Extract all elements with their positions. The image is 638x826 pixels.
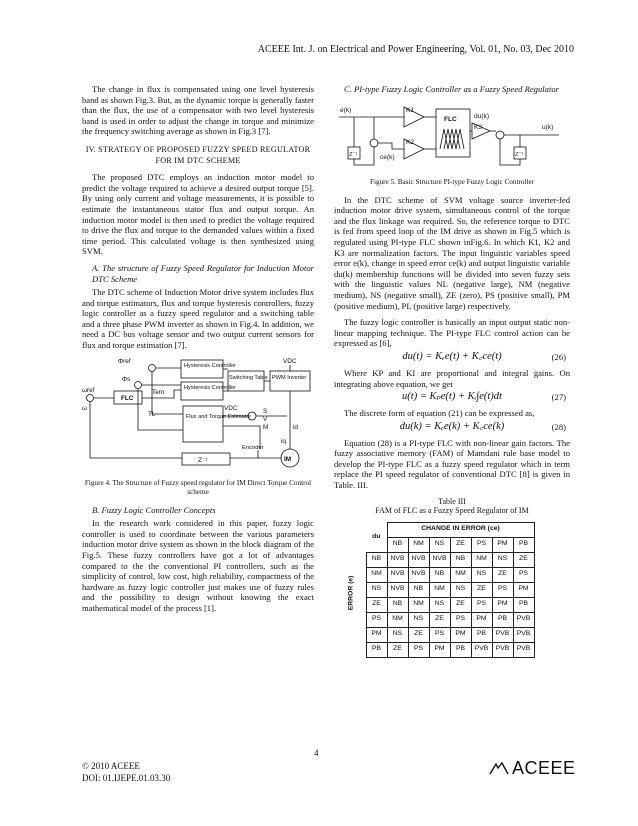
table-cell: PM [429, 642, 450, 657]
subsection-heading: B. Fuzzy Logic Controller Concepts [92, 504, 216, 515]
flc-block-label: FLC [121, 394, 134, 402]
table-row-header: ZE [366, 597, 387, 612]
figure-5-diagram [334, 99, 570, 175]
paragraph: The fuzzy logic controller is basically an input output static non-linear mapping technique. The PI-type FLC control action can be expressed as [6], [334, 317, 570, 349]
table-cell: PS [492, 582, 513, 597]
figure-5-caption: Figure 5. Basic Structure PI-type Fuzzy Logic Controller [369, 177, 535, 186]
z-inverse-1-label: Z⁻¹ [349, 151, 358, 158]
id-label: id [293, 423, 298, 431]
table-cell: ZE [450, 597, 471, 612]
duk-label: du(k) [474, 112, 490, 120]
doi: DOI: 01.IJEPE.01.03.30 [82, 773, 171, 783]
table-cell: PM [492, 597, 513, 612]
flux-torque-estimator-label: Flux and Torque Estimator [186, 413, 252, 420]
table-cell: NS [450, 582, 471, 597]
table-cell: ZE [387, 642, 408, 657]
table-du-label: du [372, 532, 381, 540]
equation-27-number: (27) [551, 392, 566, 403]
paragraph: Equation (28) is a PI-type FLC with non-linear gain factors. The fuzzy associative memory (FAM) of Mamdani rule base model to develop the PI-type FLC as a fuzzy speed regulator which in term replace the PI speed regulator of conventional DTC [8] is given in Table. III. [334, 437, 570, 491]
table-row [346, 552, 534, 567]
copyright: © 2010 ACEEE [82, 761, 140, 771]
table-col-header: ZE [450, 537, 471, 552]
table-cell: NVB [387, 567, 408, 582]
hysteresis-controller-2: Hysteresis Controller [184, 384, 236, 391]
paragraph: The change in flux is compensated using one level hysteresis band as shown Fig.3. But, as the dynamic torque is generally faster than the flux, the use of a compensator with two level hysteresis band is used in order to adjust the change in torque and minimize the frequency switching average as shown in Fig.3 [7]. [82, 84, 314, 137]
table-cell: NB [450, 552, 471, 567]
table-cell: ZE [429, 612, 450, 627]
figure-4-diagram [82, 354, 314, 476]
k1-label: K1 [406, 106, 415, 114]
table-col-header: PS [471, 537, 492, 552]
table-cell: ZE [471, 582, 492, 597]
k3-label: K3 [474, 123, 483, 131]
im-motor-label: IM [284, 455, 292, 463]
table-cell: PVB [492, 642, 513, 657]
switching-table-label: Switching Table [229, 374, 268, 381]
table-cell: NB [429, 567, 450, 582]
equation-28-body: du(k) = Kₑe(k) + K꜀ce(k) [399, 420, 505, 432]
table-cell: PVB [513, 642, 534, 657]
paragraph: In the research work considered in this paper, fuzzy logic controller is used to coordinate between the various parameters induction motor drive system as shown in the block diagram of the Fig.5. These fuzzy controllers have got a lot of advantages compared to the the conventional PI controllers, such as the simplicity of control, low cost, high reliability, compactness of the hardware as fuzzy logic controller just makes use of fuzzy rules and the possibility to design without knowing the exact mathematical model of the process [1]. [82, 518, 314, 613]
table-row [346, 612, 534, 627]
table-cell: PB [471, 627, 492, 642]
table-cell: NVB [429, 552, 450, 567]
uk-label: u(k) [542, 123, 554, 131]
paragraph: The discrete form of equation (21) can be expressed as, [344, 408, 535, 419]
table-row-header: NM [366, 567, 387, 582]
table-row-header: PM [366, 627, 387, 642]
table-row-header: PS [366, 612, 387, 627]
ek-label: e(k) [340, 106, 352, 114]
table-subtitle: FAM of FLC as a Fuzzy Speed Regulator of IM [375, 506, 529, 516]
table-cell: PB [450, 642, 471, 657]
equation-27 [334, 392, 570, 405]
logo-mark-icon [488, 762, 510, 776]
fam-table [346, 522, 535, 658]
table-cell: PS [429, 627, 450, 642]
table-cell: NS [492, 552, 513, 567]
table-ce-header: CHANGE IN ERROR (ce) [387, 522, 534, 537]
table-corner [346, 537, 366, 552]
page-number: 4 [314, 748, 319, 758]
tl-label: TL [148, 410, 156, 418]
cek-label: ce(k) [380, 153, 395, 161]
table-row [346, 597, 534, 612]
table-cell: PVB [513, 627, 534, 642]
hysteresis-controller-1: Hysteresis Controller [184, 362, 236, 369]
table-row-header: NB [366, 552, 387, 567]
z-inverse-label: Z⁻¹ [198, 456, 208, 464]
footer [82, 760, 170, 784]
table-row-header: PB [366, 642, 387, 657]
table-row [346, 567, 534, 582]
table-cell: NM [429, 582, 450, 597]
k2-label: K2 [406, 138, 415, 146]
paragraph: Where KP and KI are proportional and integral gains. On integrating above equation, we get [334, 367, 570, 389]
table-row [346, 642, 534, 657]
vdc-label: VDC [224, 404, 238, 412]
table-col-header: NS [429, 537, 450, 552]
omega-label: ω [82, 404, 87, 412]
aceee-logo [488, 758, 576, 779]
equation-26-body: du(t) = Kₑe(t) + K꜀ce(t) [402, 350, 502, 362]
s-label: S [263, 407, 268, 415]
table-cell: NB [408, 582, 429, 597]
equation-26 [334, 352, 570, 365]
logo-text: ACEEE [512, 758, 576, 778]
phi-s-label: Φs [122, 375, 131, 383]
paragraph: The DTC scheme of Induction Motor drive system includes flux and torque estimators, flux and torque hysteresis controllers, fuzzy logic controller as a fuzzy speed regulator and a switching table and a three phase PWM inverter as shown in Fig.4. In addition, we need a DC bus voltage sensor and two output current sensors for flux and torque estimation [7]. [82, 287, 314, 351]
table-cell: NM [408, 597, 429, 612]
table-cell: PM [471, 612, 492, 627]
table-cell: PS [408, 642, 429, 657]
table-cell: PM [513, 582, 534, 597]
table-cell: PS [471, 597, 492, 612]
table-col-header: NM [408, 537, 429, 552]
equation-26-number: (26) [551, 351, 566, 362]
equation-28-number: (28) [551, 421, 566, 432]
iq-label: iq [281, 437, 286, 445]
figure-4-caption: Figure 4. The Structure of Fuzzy speed regulator for IM Direct Torque Control scheme [84, 478, 312, 496]
table-cell: NS [429, 597, 450, 612]
table-row-header: NS [366, 582, 387, 597]
paragraph: The proposed DTC employs an induction motor model to predict the voltage required to achieve a desired output torque [5]. By using only current and voltage measurements, it is possible to estimate the instantaneous stator flux and output torque. An induction motor model is then used to predict the voltage required to drive the flux and torque to the demanded values within a fixed time period. This calculated voltage is then synthesized using SVM. [82, 172, 314, 257]
table-cell: PM [450, 627, 471, 642]
table-cell: PVB [513, 612, 534, 627]
table-cell: PB [492, 612, 513, 627]
table-cell: NB [387, 597, 408, 612]
table-cell: PVB [471, 642, 492, 657]
table-cell: NVB [387, 552, 408, 567]
table-cell: ZE [513, 552, 534, 567]
table-error-label [346, 552, 366, 657]
table-cell: NM [387, 612, 408, 627]
table-col-header: NB [387, 537, 408, 552]
omega-ref-label: ωref [82, 386, 95, 394]
table-cell: NM [471, 552, 492, 567]
table-cell: NS [387, 627, 408, 642]
z-inverse-2-label: Z⁻¹ [515, 151, 524, 158]
encoder-label: Encoder [242, 444, 264, 451]
table-cell: PVB [492, 627, 513, 642]
table-cell: ZE [408, 627, 429, 642]
table-col-header: PM [492, 537, 513, 552]
v-label: V [263, 415, 268, 423]
table-cell: PS [450, 612, 471, 627]
table-row [346, 627, 534, 642]
tem-label: Tem [152, 388, 165, 396]
table-error-label-text: ERROR (e) [347, 575, 355, 611]
table-cell: NVB [408, 552, 429, 567]
table-row [346, 582, 534, 597]
table-corner [346, 522, 366, 537]
table-cell: ZE [492, 567, 513, 582]
m-label: M [263, 423, 269, 431]
flc-block-label: FLC [444, 115, 457, 123]
table-cell: NVB [387, 582, 408, 597]
table-col-header: PB [513, 537, 534, 552]
table-title: Table III [438, 496, 466, 506]
table-cell: NVB [408, 567, 429, 582]
equation-27-body: u(t) = Kₚe(t) + Kᵢ∫e(t)dt [402, 391, 502, 403]
left-column [82, 84, 314, 617]
table-cell: PS [513, 567, 534, 582]
phi-ref-label: Φref [118, 357, 131, 365]
equation-28 [334, 422, 570, 435]
table-cell: PB [513, 597, 534, 612]
vdc-top-label: VDC [283, 357, 297, 365]
subsection-heading: A. The structure of Fuzzy Speed Regulator for Induction Motor DTC Scheme [92, 262, 314, 284]
table-cell: NS [471, 567, 492, 582]
pwm-inverter-label: PWM Inverter [272, 374, 307, 381]
table-cell: NS [408, 612, 429, 627]
section-heading: IV. STRATEGY OF PROPOSED FUZZY SPEED REGULATOR FOR IM DTC SCHEME [85, 144, 311, 165]
paragraph: In the DTC scheme of SVM voltage source inverter-fed induction motor drive system, simultaneous control of the torque and the flux linkage was required. So, the reference torque to DTC is fed from speed loop of the IM drive as shown in Fig.5 which is regulated using PI-type FLC shown inFig.6. In which K1, K2 and K3 are normalization factors. The input linguistic variables speed error e(k), change in speed error ce(k) and output linguistic variable du(k) membership functions will be divided into seven fuzzy sets with the linguistic values NL (negative large), NM (negative medium), NS (negative small), ZE (zero), PS (positive small), PM (positive medium), PL (positive large) respectively. [334, 194, 570, 311]
subsection-heading: C. PI-type Fuzzy Logic Controller as a Fuzzy Speed Regulator [344, 84, 559, 94]
right-column [334, 84, 570, 658]
running-header: ACEEE Int. J. on Electrical and Power Engineering, Vol. 01, No. 03, Dec 2010 [257, 44, 574, 55]
table-cell: NM [450, 567, 471, 582]
